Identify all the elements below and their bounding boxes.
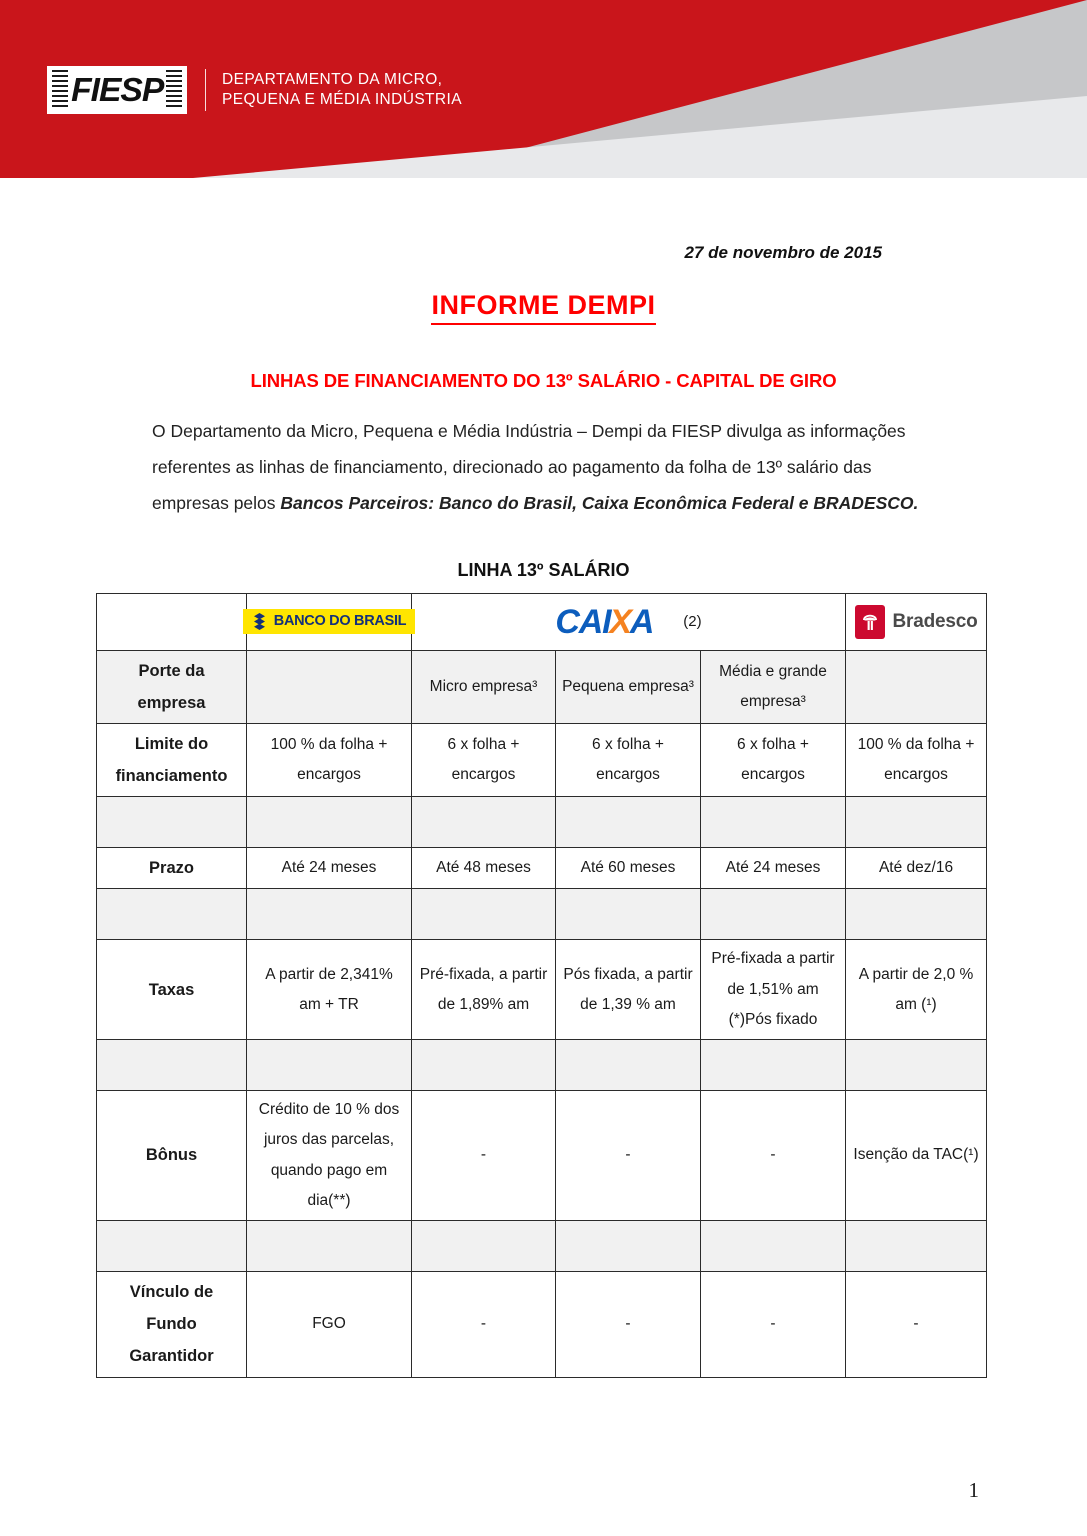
table-spacer-row: [97, 797, 987, 848]
cell-limite-bb: 100 % da folha + encargos: [247, 723, 412, 796]
document-body: [0, 178, 1087, 1378]
header-cell-empty: [97, 593, 247, 650]
header-cell-caixa: [412, 593, 846, 650]
cell-prazo-bradesco: Até dez/16: [846, 848, 987, 889]
logo-stripes-right-icon: [166, 70, 182, 110]
cell-porte-bradesco: [846, 650, 987, 723]
row-label-vinculo: Vínculo de Fundo Garantidor: [97, 1272, 247, 1378]
table-row: [97, 650, 987, 723]
department-line-2: PEQUENA E MÉDIA INDÚSTRIA: [222, 91, 462, 108]
banco-do-brasil-logo: [243, 609, 415, 634]
table-caption: LINHA 13º SALÁRIO: [457, 559, 630, 580]
cell-taxas-bb: A partir de 2,341% am + TR: [247, 940, 412, 1040]
table-spacer-row: [97, 1221, 987, 1272]
banco-do-brasil-label: BANCO DO BRASIL: [273, 613, 407, 630]
cell-taxas-caixa-media: Pré-fixada a partir de 1,51% am (*)Pós fixado: [701, 940, 846, 1040]
department-line-1: DEPARTAMENTO DA MICRO,: [222, 71, 443, 89]
financing-lines-table: [96, 593, 987, 1378]
caixa-label-a: A: [629, 602, 654, 641]
caixa-logo: [555, 602, 654, 641]
table-row: [97, 940, 987, 1040]
table-header-row: [97, 593, 987, 650]
document-subtitle: LINHAS DE FINANCIAMENTO DO 13º SALÁRIO - CAPITAL DE GIRO: [250, 370, 837, 391]
page-number: 1: [968, 1478, 979, 1502]
caixa-label-ca: CAI: [555, 602, 611, 641]
department-name: [222, 70, 462, 110]
cell-limite-caixa-pequena: 6 x folha + encargos: [556, 723, 701, 796]
cell-porte-caixa-pequena: Pequena empresa³: [556, 650, 701, 723]
cell-vinculo-bb: FGO: [247, 1272, 412, 1378]
logo-stripes-left-icon: [52, 70, 68, 110]
table-row: [97, 723, 987, 796]
cell-prazo-bb: Até 24 meses: [247, 848, 412, 889]
intro-paragraph: [152, 414, 935, 522]
cell-limite-bradesco: 100 % da folha + encargos: [846, 723, 987, 796]
fiesp-wordmark: FIESP: [70, 71, 164, 108]
table-spacer-row: [97, 1040, 987, 1091]
table-spacer-row: [97, 889, 987, 940]
row-label-porte: Porte da empresa: [97, 650, 247, 723]
fiesp-logomark: [47, 66, 187, 114]
intro-paragraph-emphasis: Bancos Parceiros: Banco do Brasil, Caixa Econômica Federal e BRADESCO.: [280, 492, 919, 513]
intro-paragraph-text: O Departamento da Micro, Pequena e Média Indústria – Dempi da FIESP divulga as informações referentes as linhas de financiamento, direcionado ao pagamento da folha de 13º salário das empresas pelos: [152, 421, 906, 513]
cell-limite-caixa-micro: 6 x folha + encargos: [412, 723, 556, 796]
cell-porte-caixa-micro: Micro empresa³: [412, 650, 556, 723]
page-header-banner: [0, 0, 1087, 178]
row-label-prazo: Prazo: [97, 848, 247, 889]
cell-limite-caixa-media: 6 x folha + encargos: [701, 723, 846, 796]
cell-taxas-bradesco: A partir de 2,0 % am (¹): [846, 940, 987, 1040]
cell-prazo-caixa-pequena: Até 60 meses: [556, 848, 701, 889]
cell-prazo-caixa-micro: Até 48 meses: [412, 848, 556, 889]
header-cell-banco-do-brasil: [247, 593, 412, 650]
cell-bonus-caixa-micro: -: [412, 1091, 556, 1221]
logo-divider: [205, 69, 206, 111]
row-label-taxas: Taxas: [97, 940, 247, 1040]
table-row: [97, 848, 987, 889]
cell-taxas-caixa-micro: Pré-fixada, a partir de 1,89% am: [412, 940, 556, 1040]
bradesco-tree-icon: [855, 605, 885, 639]
cell-bonus-bb: Crédito de 10 % dos juros das parcelas, quando pago em dia(**): [247, 1091, 412, 1221]
cell-taxas-caixa-pequena: Pós fixada, a partir de 1,39 % am: [556, 940, 701, 1040]
cell-bonus-caixa-pequena: -: [556, 1091, 701, 1221]
fiesp-logo: [47, 62, 462, 118]
page-title: INFORME DEMPI: [431, 290, 655, 325]
cell-vinculo-caixa-micro: -: [412, 1272, 556, 1378]
cell-vinculo-caixa-media: -: [701, 1272, 846, 1378]
cell-vinculo-bradesco: -: [846, 1272, 987, 1378]
table-row: [97, 1272, 987, 1378]
bb-diamond-icon: [250, 613, 269, 630]
cell-porte-caixa-media: Média e grande empresa³: [701, 650, 846, 723]
document-date: 27 de novembro de 2015: [684, 243, 882, 262]
cell-vinculo-caixa-pequena: -: [556, 1272, 701, 1378]
row-label-bonus: Bônus: [97, 1091, 247, 1221]
bradesco-logo: [855, 603, 978, 640]
caixa-footnote-marker: (2): [683, 613, 702, 630]
document-title-wrap: [0, 290, 1087, 325]
header-cell-bradesco: [846, 593, 987, 650]
cell-bonus-bradesco: Isenção da TAC(¹): [846, 1091, 987, 1221]
table-row: [97, 1091, 987, 1221]
caixa-x-icon: X: [609, 602, 631, 641]
bradesco-label: Bradesco: [892, 611, 978, 633]
cell-prazo-caixa-media: Até 24 meses: [701, 848, 846, 889]
cell-porte-bb: [247, 650, 412, 723]
cell-bonus-caixa-media: -: [701, 1091, 846, 1221]
row-label-limite: Limite do financiamento: [97, 723, 247, 796]
